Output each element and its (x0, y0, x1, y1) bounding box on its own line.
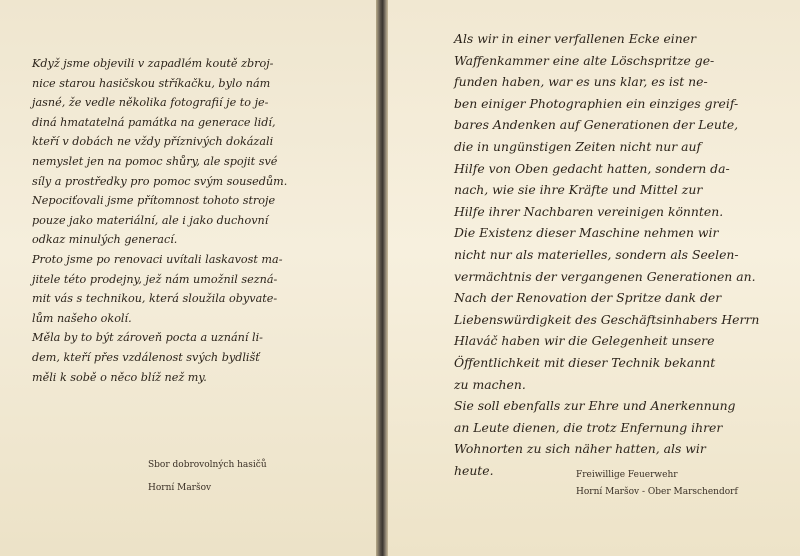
text-line: Sie soll ebenfalls zur Ehre und Anerkennung (454, 398, 736, 414)
german-signature (576, 468, 738, 499)
text-line: die in ungünstigen Zeiten nicht nur auf (454, 138, 702, 154)
signature-organization: Freiwillige Feuerwehr (576, 470, 678, 480)
text-line: odkaz minulých generací. (32, 233, 178, 247)
text-line: nach, wie sie ihre Kräfte und Mittel zur (454, 182, 703, 198)
czech-text-block (32, 54, 356, 387)
text-line: jasné, že vedle několika fotografií je to je- (32, 96, 269, 110)
text-line: nice starou hasičskou stříkačku, bylo nám (32, 76, 271, 90)
text-line: Wohnorten zu sich näher hatten, als wir (454, 441, 706, 457)
signature-place: Horní Maršov - Ober Marschendorf (576, 487, 738, 497)
text-line: bares Andenken auf Generationen der Leute, (454, 117, 739, 133)
text-line: pouze jako materiální, ale i jako duchovní (32, 213, 269, 227)
text-line: zu machen. (454, 376, 526, 392)
text-line: síly a prostředky pro pomoc svým sousedům. (32, 174, 288, 188)
text-line: nicht nur als materielles, sondern als Seelen- (454, 246, 739, 262)
text-line: jitele této prodejny, jež nám umožnil sezná- (32, 272, 278, 286)
text-line: Hilfe ihrer Nachbaren vereinigen könnten. (454, 203, 724, 219)
text-line: kteří v dobách ne vždy příznivých dokázali (32, 135, 274, 149)
text-line: Die Existenz dieser Maschine nehmen wir (454, 225, 719, 241)
text-line: Als wir in einer verfallenen Ecke einer (454, 31, 697, 46)
text-line: Nach der Renovation der Spritze dank der (454, 290, 722, 306)
text-line: vermächtnis der vergangenen Generationen an. (454, 268, 756, 284)
text-line: an Leute dienen, die trotz Enfernung ihrer (454, 419, 723, 435)
czech-signature (148, 458, 267, 495)
text-line: Hlaváč haben wir die Gelegenheit unsere (454, 333, 715, 349)
text-line: dem, kteří přes vzdálenost svých bydlišť (32, 350, 260, 364)
text-line: diná hmatatelná památka na generace lidí, (32, 115, 276, 129)
german-text-block (454, 28, 786, 481)
text-line: nemyslet jen na pomoc shůry, ale spojit své (32, 154, 278, 168)
text-line: lům našeho okolí. (32, 311, 132, 325)
text-line: mit vás s technikou, která sloužila obyvate- (32, 292, 278, 306)
text-line: Měla by to být zároveň pocta a uznání li- (32, 331, 263, 345)
text-line: Když jsme objevili v zapadlém koutě zbroj- (32, 57, 274, 70)
text-line: heute. (454, 462, 494, 478)
text-line: Hilfe von Oben gedacht hatten, sondern da- (454, 160, 730, 176)
page-divider (376, 0, 388, 556)
text-line: měli k sobě o něco blíž než my. (32, 370, 207, 384)
text-line: ben einiger Photographien ein einziges greif- (454, 95, 739, 111)
text-line: Waffenkammer eine alte Löschspritze ge- (454, 52, 715, 68)
text-line: Nepociťovali jsme přítomnost tohoto stroje (32, 194, 276, 208)
text-line: Liebenswürdigkeit des Geschäftsinhabers Herrn (454, 311, 760, 327)
signature-organization: Sbor dobrovolných hasičů (148, 460, 267, 470)
text-line: funden haben, war es uns klar, es ist ne- (454, 74, 708, 90)
text-line: Proto jsme po renovaci uvítali laskavost ma- (32, 252, 283, 266)
text-line: Öffentlichkeit mit dieser Technik bekannt (454, 354, 716, 370)
signature-place: Horní Maršov (148, 483, 212, 493)
